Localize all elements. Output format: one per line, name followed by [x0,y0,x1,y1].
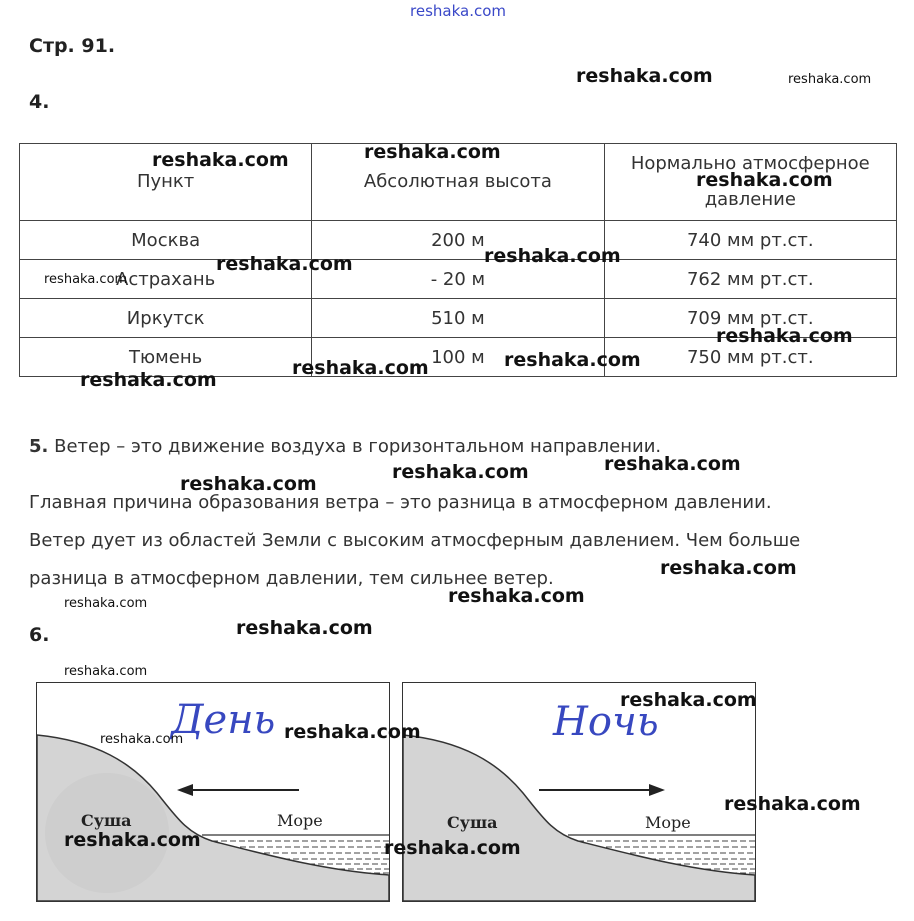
table-row [20,221,897,260]
header-cell: Нормально атмосферное давление [604,144,896,221]
table-cell: 740 мм рт.ст. [604,221,896,260]
watermark: reshaka.com [392,461,529,483]
wind-arrow-left-icon [177,784,299,796]
watermark: reshaka.com [64,829,201,851]
day-caption: День [171,697,276,743]
night-diagram [402,682,756,902]
table-cell: 709 мм рт.ст. [604,299,896,338]
watermark: reshaka.com [284,721,421,743]
task5-line4: разница в атмосферном давлении, тем сильнее ветер. [29,568,554,589]
task5-number: 5. [29,436,49,457]
watermark: reshaka.com [216,253,353,275]
day-land-label: Суша [81,811,132,830]
wind-arrow-right-icon [539,784,665,796]
table-cell: Москва [20,221,312,260]
watermark: reshaka.com [100,732,184,747]
table-cell: Тюмень [20,338,312,377]
table-cell: 750 мм рт.ст. [604,338,896,377]
watermark: reshaka.com [788,72,872,87]
watermark: reshaka.com [504,349,641,371]
task5-line3: Ветер дует из областей Земли с высоким атмосферным давлением. Чем больше [29,530,801,551]
table-cell: 200 м [312,221,604,260]
watermark: reshaka.com [716,325,853,347]
header-cell: Пункт [20,144,312,221]
watermark: reshaka.com [64,664,148,679]
night-sea-label: Море [645,813,691,832]
watermark-top: reshaka.com [410,2,506,20]
task4-number: 4. [29,91,50,113]
table-cell: Астрахань [20,260,312,299]
day-sea-label: Море [277,811,323,830]
table-cell: - 20 м [312,260,604,299]
page-heading: Стр. 91. [29,35,116,57]
task5-line1: 5. Ветер – это движение воздуха в горизонтальном направлении. [29,436,662,457]
table-cell: Иркутск [20,299,312,338]
watermark: reshaka.com [384,837,521,859]
watermark: reshaka.com [64,596,148,611]
watermark: reshaka.com [576,65,713,87]
header-cell: Абсолютная высота [312,144,604,221]
watermark: reshaka.com [448,585,585,607]
table-cell: 510 м [312,299,604,338]
task5-line2: Главная причина образования ветра – это разница в атмосферном давлении. [29,492,772,513]
watermark: reshaka.com [364,141,501,163]
watermark: reshaka.com [724,793,861,815]
watermark: reshaka.com [620,689,757,711]
night-caption: Ночь [553,699,659,745]
watermark: reshaka.com [604,453,741,475]
watermark: reshaka.com [292,357,429,379]
table-cell: 100 м [312,338,604,377]
table-cell: 762 мм рт.ст. [604,260,896,299]
watermark: reshaka.com [180,473,317,495]
task6-number: 6. [29,624,50,646]
watermark: reshaka.com [236,617,373,639]
day-diagram [36,682,390,902]
watermark: reshaka.com [80,369,217,391]
watermark: reshaka.com [152,149,289,171]
table-row [20,260,897,299]
watermark: reshaka.com [696,169,833,191]
watermark: reshaka.com [44,272,128,287]
watermark: reshaka.com [660,557,797,579]
night-land-label: Суша [447,813,498,832]
watermark: reshaka.com [484,245,621,267]
